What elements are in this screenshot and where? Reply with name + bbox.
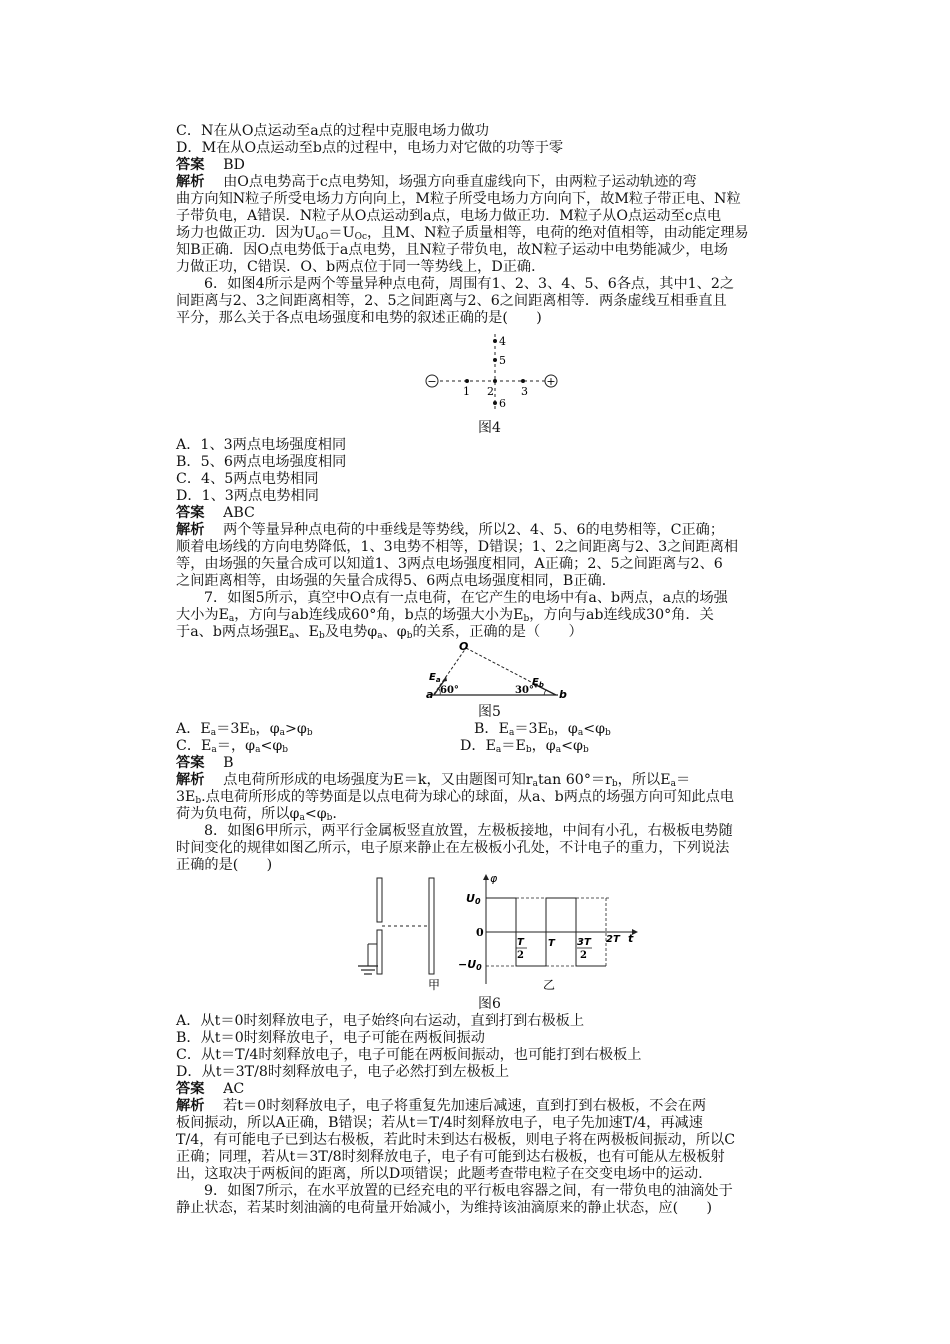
subscript: a — [255, 745, 261, 755]
q8-stem-line-1: 8．如图6甲所示，两平行金属板竖直放置，左极板接地，中间有小孔，右极板电势随 — [204, 823, 733, 839]
q6-stem-line-2: 间距离与2、3之间距离相等，2、5之间距离与2、6之间距离相等．两条虚线互相垂直且 — [176, 293, 727, 309]
angle-30-arc — [544, 690, 546, 695]
subscript: aO — [315, 232, 329, 242]
left-plate-upper — [377, 878, 382, 922]
analysis-text: 场力也做正功．因为U — [176, 225, 316, 241]
text: ，方向与ab连线成60°角，b点的场强大小为E — [234, 607, 524, 623]
q7-stem-line-1: 7．如图5所示，真空中O点有一点电荷，在它产生的电场中有a、b两点，a点的场强 — [204, 590, 728, 606]
text: 的关系，正确的是（ ） — [412, 624, 583, 640]
text: <φ — [304, 806, 327, 822]
point-1 — [465, 379, 469, 383]
label-T: T — [548, 938, 555, 949]
analysis-label: 解析 — [176, 1098, 205, 1114]
q6-analysis-line-3: 等，由场强的矢量合成可以知道1、3两点电场强度相同，A正确；2、5之间距离与2、6 — [176, 556, 723, 572]
label-3: 3 — [521, 385, 528, 398]
analysis-label: 解析 — [176, 522, 205, 538]
text: 点电荷所形成的电场强度为E＝k，又由题图可知r — [223, 772, 533, 788]
subscript: b — [525, 745, 532, 755]
q8-option-c: C．从t＝T/4时刻释放电子，电子可能在两板间振动，也可能打到右极板上 — [176, 1047, 642, 1063]
text: ，方向与ab连线成30°角．关 — [529, 607, 714, 623]
text: 3E — [176, 789, 196, 805]
subscript: b — [605, 728, 611, 738]
q8-option-d: D．从t＝3T/8时刻释放电子，电子必然打到左极板上 — [176, 1064, 510, 1080]
text: .点电荷所形成的等势面是以点电荷为球心的球面，从a、b两点的场强方向可知此点电 — [201, 789, 734, 805]
q5-analysis-line-1 — [176, 174, 697, 191]
label-2T: 2T — [606, 934, 620, 945]
label-b: b — [559, 688, 567, 701]
subscript: b — [547, 728, 554, 738]
text: B．E — [474, 721, 509, 737]
analysis-text: ，且M、N粒子质量相等，电荷的绝对值相等，由动能定理易 — [366, 225, 749, 241]
text: ，φ — [255, 721, 280, 737]
angle-30-label: 30° — [515, 685, 534, 696]
label-yi: 乙 — [543, 978, 556, 992]
subscript: a — [495, 745, 502, 755]
q5-option-d: D．M在从O点运动至b点的过程中，电场力对它做的功等于零 — [176, 140, 564, 156]
q9-stem-line-2: 静止状态，若某时刻油滴的电荷量开始减小，为维持该油滴原来的静止状态，应( ) — [176, 1200, 713, 1216]
q5-analysis-line-2: 曲方向知N粒子所受电场力方向向上，M粒子所受电场力方向向下，故M粒子带正电、N粒 — [176, 191, 741, 207]
subscript: a — [210, 728, 217, 738]
subscript: Oc — [354, 232, 367, 242]
label-zero: 0 — [476, 926, 484, 939]
label-t: t — [628, 932, 634, 945]
label-5: 5 — [499, 354, 506, 367]
q6-analysis-line-4: 之间距离相等，由场强的矢量合成得5、6两点电场强度相同，B正确． — [176, 573, 616, 589]
q7-answer: B — [223, 755, 234, 771]
positive-sign: + — [546, 375, 556, 388]
point-4 — [493, 339, 497, 343]
label-jia: 甲 — [428, 978, 441, 992]
text: D．E — [460, 738, 496, 754]
answer-label: 答案 — [176, 1081, 205, 1097]
text: C．E — [176, 738, 212, 754]
label-3T-over-2: 3T — [577, 937, 591, 948]
text: 及电势φ — [324, 624, 378, 640]
subscript: a — [377, 631, 383, 641]
text: <φ — [561, 738, 583, 754]
q7-option-d — [460, 738, 589, 759]
answer-label: 答案 — [176, 505, 205, 521]
label-2: 2 — [487, 385, 494, 398]
q6-option-c: C．4、5两点电势相同 — [176, 471, 319, 487]
text: ，φ — [531, 738, 556, 754]
q6-stem-line-3: 平分，那么关于各点电场强度和电势的叙述正确的是( ) — [176, 310, 542, 326]
subscript: a — [279, 728, 286, 738]
subscript: b — [523, 614, 530, 624]
q8-stem-line-3: 正确的是( ) — [176, 857, 273, 873]
text: 、φ — [382, 624, 407, 640]
subscript: a — [555, 745, 562, 755]
subscript: a — [211, 745, 217, 755]
text: ＝3E — [216, 721, 250, 737]
subscript: a — [508, 728, 515, 738]
q8-analysis-line-5: 出，这取决于两板间的距离，所以D项错误；此题考查带电粒子在交变电场中的运动. — [176, 1166, 703, 1182]
right-plate — [429, 878, 434, 974]
q5-analysis-line-3: 子带负电，A错误．N粒子从O点运动到a点，电场力做正功．M粒子从O点运动至c点电 — [176, 208, 722, 224]
label-T-over-2: T — [517, 937, 524, 948]
q8-option-b: B．从t＝0时刻释放电子，电子可能在两板间振动 — [176, 1030, 485, 1046]
q8-option-a: A．从t＝0时刻释放电子，电子始终向右运动，直到打到右极板上 — [176, 1013, 585, 1029]
q6-answer: ABC — [223, 505, 255, 521]
text: 于a、b两点场强E — [176, 624, 290, 640]
subscript: b — [326, 813, 333, 823]
text: A．E — [176, 721, 211, 737]
answer-label: 答案 — [176, 157, 205, 173]
text: <φ — [260, 738, 283, 754]
subscript: a — [577, 728, 584, 738]
label-a: a — [426, 688, 434, 701]
subscript: b — [406, 631, 413, 641]
q5-answer-line — [176, 157, 245, 174]
point-5 — [493, 358, 497, 362]
subscript: a — [299, 813, 305, 823]
point-6 — [493, 401, 497, 405]
subscript: a — [289, 631, 295, 641]
q9-stem-line-1: 9．如图7所示，在水平放置的已经充电的平行板电容器之间，有一带负电的油滴处于 — [204, 1183, 733, 1199]
text: ，所以E — [617, 772, 671, 788]
label-3T-over-2-den: 2 — [580, 950, 587, 961]
text: tan 60°＝r — [537, 772, 612, 788]
q8-analysis-line-3: T/4，有可能电子已到达右极板，若此时未到达右极板，则电子将在两极板间振动，所以C — [176, 1132, 736, 1148]
text: <φ — [583, 721, 606, 737]
text: 荷为负电荷，所以φ — [176, 806, 300, 822]
analysis-text: ＝U — [328, 225, 355, 241]
figure-5-diagram — [420, 640, 570, 702]
label-6: 6 — [499, 397, 506, 410]
figure-4-caption: 图4 — [478, 420, 501, 436]
q8-answer-line — [176, 1081, 244, 1098]
angle-60-label: 60° — [440, 685, 459, 696]
subscript: a — [670, 779, 676, 789]
subscript: b — [306, 728, 313, 738]
label-O: O — [459, 640, 469, 653]
q8-analysis-line-2: 板间振动，所以A正确，B错误；若从t＝T/4时刻释放电子，电子先加速T/4，再减速 — [176, 1115, 703, 1131]
q8-answer: AC — [223, 1081, 245, 1097]
analysis-label: 解析 — [176, 174, 205, 190]
left-plate-lower — [377, 930, 382, 974]
q8-analysis-line-1 — [176, 1098, 706, 1115]
subscript: b — [282, 745, 289, 755]
q6-option-b: B．5、6两点电场强度相同 — [176, 454, 347, 470]
text: >φ — [285, 721, 307, 737]
subscript: a — [532, 779, 538, 789]
text: ，φ — [553, 721, 578, 737]
analysis-label: 解析 — [176, 772, 205, 788]
analysis-text: 两个等量异种点电荷的中垂线是等势线，所以2、4、5、6的电势相等，C正确； — [223, 522, 725, 538]
figure-4-diagram — [420, 332, 570, 414]
analysis-text: 由O点电势高于c点电势知，场强方向垂直虚线向下，由两粒子运动轨迹的弯 — [223, 174, 697, 190]
point-3 — [521, 379, 525, 383]
text: 大小为E — [176, 607, 229, 623]
graph-figure-yi — [458, 872, 638, 992]
label-1: 1 — [463, 385, 470, 398]
subscript: b — [318, 631, 325, 641]
q8-stem-line-2: 时间变化的规律如图乙所示，电子原来静止在左极板小孔处，不计电子的重力，下列说法 — [176, 840, 730, 856]
label-phi: φ — [490, 872, 498, 885]
label-4: 4 — [499, 335, 506, 348]
label-Eb: $E_b$ — [532, 677, 544, 689]
plates-figure-jia — [358, 878, 440, 992]
subscript: b — [611, 779, 618, 789]
q5-analysis-line-6: 力做正功，C错误．O、b两点位于同一等势线上，D正确． — [176, 259, 546, 275]
text: ＝，φ — [216, 738, 256, 754]
text: ＝3E — [514, 721, 548, 737]
subscript: b — [582, 745, 589, 755]
q6-option-a: A．1、3两点电场强度相同 — [176, 437, 347, 453]
subscript: b — [195, 796, 202, 806]
q6-stem-line-1: 6．如图4所示是两个等量异种点电荷，周围有1、2、3、4、5、6各点，其中1、2之 — [204, 276, 735, 292]
subscript: a — [228, 614, 235, 624]
q6-option-d: D．1、3两点电势相同 — [176, 488, 319, 504]
q6-analysis-line-2: 顺着电场线的方向电势降低，1、3电势不相等，D错误；1、2之间距离与2、3之间距离相 — [176, 539, 739, 555]
figure-5-caption: 图5 — [478, 704, 501, 720]
label-negU0: −U0 — [458, 958, 482, 972]
text: ＝ — [675, 772, 691, 788]
text: ＝E — [501, 738, 526, 754]
phi-axis-arrow — [483, 874, 489, 880]
figure-6-caption: 图6 — [478, 996, 501, 1012]
negative-sign: − — [427, 375, 437, 388]
q6-analysis-line-1 — [176, 522, 724, 539]
figure-6-diagram — [340, 872, 640, 994]
q7-answer-line — [176, 755, 234, 772]
point-2 — [493, 379, 497, 383]
label-U0: U0 — [466, 892, 481, 906]
text: . — [332, 806, 337, 822]
answer-label: 答案 — [176, 755, 205, 771]
label-T-over-2-den: 2 — [517, 950, 524, 961]
q5-option-c: C．N在从O点运动至a点的过程中克服电场力做功 — [176, 123, 489, 139]
q8-analysis-line-4: 正确；同理，若从t＝3T/8时刻释放电子，电子有可能到达右极板，也有可能从左极板射 — [176, 1149, 725, 1165]
q5-analysis-line-5: 知B正确．因O点电势低于a点电势，且N粒子带负电，故N粒子运动中电势能减少，电场 — [176, 242, 728, 258]
q6-answer-line — [176, 505, 255, 522]
q5-answer: BD — [223, 157, 245, 173]
text: 、E — [294, 624, 319, 640]
analysis-text: 若t＝0时刻释放电子，电子将重复先加速后减速，直到打到右极板，不会在两 — [223, 1098, 707, 1114]
subscript: b — [249, 728, 256, 738]
label-Ea: $E_a$ — [429, 672, 441, 684]
